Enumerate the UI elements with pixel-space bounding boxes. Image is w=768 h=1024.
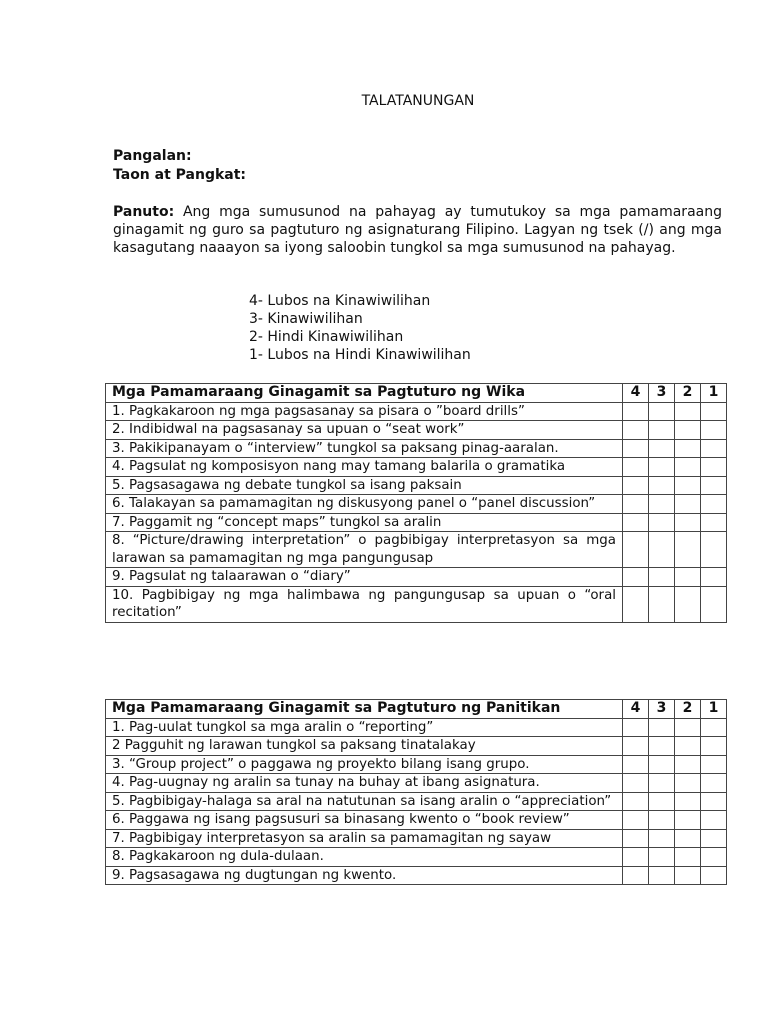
rating-cell-1[interactable] — [701, 568, 727, 587]
rating-cell-4[interactable] — [623, 476, 649, 495]
statement-cell: 8. Pagkakaroon ng dula-dulaan. — [106, 848, 623, 867]
rating-cell-2[interactable] — [675, 532, 701, 568]
rating-cell-2[interactable] — [675, 792, 701, 811]
table-row — [106, 811, 727, 830]
rating-cell-3[interactable] — [649, 848, 675, 867]
rating-cell-2[interactable] — [675, 513, 701, 532]
rating-cell-2[interactable] — [675, 421, 701, 440]
rating-cell-3[interactable] — [649, 737, 675, 756]
scale-item-3: 3- Kinawiwilihan — [249, 311, 363, 327]
table-row — [106, 495, 727, 514]
statement-cell: 6. Paggawa ng isang pagsusuri sa binasang kwento o “book review” — [106, 811, 623, 830]
table-header-title: Mga Pamamaraang Ginagamit sa Pagtuturo ng Panitikan — [106, 700, 623, 719]
table-row — [106, 421, 727, 440]
table-row — [106, 402, 727, 421]
year-section-field-label: Taon at Pangkat: — [113, 167, 247, 183]
statement-cell: 3. “Group project” o paggawa ng proyekto bilang isang grupo. — [106, 755, 623, 774]
rating-cell-3[interactable] — [649, 774, 675, 793]
table-row — [106, 774, 727, 793]
rating-cell-2[interactable] — [675, 811, 701, 830]
statement-cell: 1. Pagkakaroon ng mga pagsasanay sa pisara o ”board drills” — [106, 402, 623, 421]
rating-cell-3[interactable] — [649, 513, 675, 532]
rating-cell-4[interactable] — [623, 829, 649, 848]
rating-cell-4[interactable] — [623, 532, 649, 568]
table-row — [106, 458, 727, 477]
rating-cell-4[interactable] — [623, 421, 649, 440]
rating-cell-1[interactable] — [701, 421, 727, 440]
rating-cell-1[interactable] — [701, 513, 727, 532]
scale-item-2: 2- Hindi Kinawiwilihan — [249, 329, 404, 345]
rating-cell-1[interactable] — [701, 755, 727, 774]
rating-cell-3[interactable] — [649, 439, 675, 458]
rating-header-1: 1 — [701, 700, 727, 719]
rating-cell-1[interactable] — [701, 811, 727, 830]
rating-cell-4[interactable] — [623, 755, 649, 774]
statement-cell: 6. Talakayan sa pamamagitan ng diskusyong panel o “panel discussion” — [106, 495, 623, 514]
rating-cell-3[interactable] — [649, 532, 675, 568]
rating-scale-legend — [249, 292, 471, 364]
rating-cell-3[interactable] — [649, 718, 675, 737]
rating-cell-4[interactable] — [623, 586, 649, 622]
rating-cell-4[interactable] — [623, 495, 649, 514]
rating-cell-2[interactable] — [675, 718, 701, 737]
rating-cell-1[interactable] — [701, 866, 727, 885]
table-header-row — [106, 384, 727, 403]
rating-cell-4[interactable] — [623, 792, 649, 811]
statement-cell: 5. Pagsasagawa ng debate tungkol sa isang paksain — [106, 476, 623, 495]
rating-cell-4[interactable] — [623, 774, 649, 793]
literature-teaching-methods-table — [105, 699, 727, 885]
rating-header-2: 2 — [675, 384, 701, 403]
instructions — [113, 203, 722, 257]
rating-cell-1[interactable] — [701, 792, 727, 811]
rating-cell-3[interactable] — [649, 458, 675, 477]
statement-cell: 9. Pagsasagawa ng dugtungan ng kwento. — [106, 866, 623, 885]
statement-cell: 8. “Picture/drawing interpretation” o pagbibigay interpretasyon sa mga larawan sa pamamagitan ng mga pangungusap — [106, 532, 623, 568]
statement-cell: 2. Indibidwal na pagsasanay sa upuan o “seat work” — [106, 421, 623, 440]
rating-cell-1[interactable] — [701, 737, 727, 756]
statement-cell: 2 Pagguhit ng larawan tungkol sa paksang tinatalakay — [106, 737, 623, 756]
table-row — [106, 439, 727, 458]
rating-cell-4[interactable] — [623, 458, 649, 477]
statement-cell: 10. Pagbibigay ng mga halimbawa ng pangungusap sa upuan o “oral recitation” — [106, 586, 623, 622]
rating-cell-4[interactable] — [623, 737, 649, 756]
table-row — [106, 755, 727, 774]
statement-cell: 4. Pag-uugnay ng aralin sa tunay na buhay at ibang asignatura. — [106, 774, 623, 793]
statement-cell: 7. Pagbibigay interpretasyon sa aralin sa pamamagitan ng sayaw — [106, 829, 623, 848]
rating-cell-2[interactable] — [675, 774, 701, 793]
rating-cell-4[interactable] — [623, 439, 649, 458]
statement-cell: 1. Pag-uulat tungkol sa mga aralin o “reporting” — [106, 718, 623, 737]
rating-cell-1[interactable] — [701, 458, 727, 477]
rating-cell-1[interactable] — [701, 402, 727, 421]
instructions-lead: Panuto: — [113, 204, 175, 220]
table-row — [106, 586, 727, 622]
statement-cell: 4. Pagsulat ng komposisyon nang may tamang balarila o gramatika — [106, 458, 623, 477]
rating-cell-4[interactable] — [623, 402, 649, 421]
rating-cell-2[interactable] — [675, 439, 701, 458]
rating-cell-1[interactable] — [701, 718, 727, 737]
table-row — [106, 848, 727, 867]
rating-cell-1[interactable] — [701, 476, 727, 495]
rating-cell-2[interactable] — [675, 568, 701, 587]
rating-header-3: 3 — [649, 700, 675, 719]
rating-cell-2[interactable] — [675, 495, 701, 514]
rating-cell-3[interactable] — [649, 421, 675, 440]
rating-cell-2[interactable] — [675, 755, 701, 774]
rating-header-3: 3 — [649, 384, 675, 403]
rating-cell-3[interactable] — [649, 495, 675, 514]
statement-cell: 9. Pagsulat ng talaarawan o “diary” — [106, 568, 623, 587]
statement-cell: 3. Pakikipanayam o “interview” tungkol sa paksang pinag-aaralan. — [106, 439, 623, 458]
scale-item-1: 1- Lubos na Hindi Kinawiwilihan — [249, 347, 471, 363]
rating-cell-1[interactable] — [701, 495, 727, 514]
rating-cell-3[interactable] — [649, 866, 675, 885]
statement-cell: 5. Pagbibigay-halaga sa aral na natutunan sa isang aralin o “appreciation” — [106, 792, 623, 811]
rating-cell-4[interactable] — [623, 811, 649, 830]
name-field-label: Pangalan: — [113, 148, 192, 164]
rating-cell-2[interactable] — [675, 458, 701, 477]
rating-cell-3[interactable] — [649, 476, 675, 495]
table-header-title: Mga Pamamaraang Ginagamit sa Pagtuturo ng Wika — [106, 384, 623, 403]
rating-cell-4[interactable] — [623, 718, 649, 737]
table-row — [106, 476, 727, 495]
rating-cell-2[interactable] — [675, 848, 701, 867]
rating-cell-3[interactable] — [649, 792, 675, 811]
rating-header-4: 4 — [623, 384, 649, 403]
table-row — [106, 513, 727, 532]
rating-cell-2[interactable] — [675, 402, 701, 421]
table-row — [106, 737, 727, 756]
rating-cell-1[interactable] — [701, 439, 727, 458]
rating-cell-4[interactable] — [623, 866, 649, 885]
document-title: TALATANUNGAN — [361, 93, 475, 109]
rating-cell-3[interactable] — [649, 755, 675, 774]
scale-item-4: 4- Lubos na Kinawiwilihan — [249, 293, 431, 309]
rating-cell-2[interactable] — [675, 737, 701, 756]
rating-cell-2[interactable] — [675, 829, 701, 848]
rating-cell-2[interactable] — [675, 476, 701, 495]
language-teaching-methods-table — [105, 383, 727, 623]
rating-header-4: 4 — [623, 700, 649, 719]
rating-cell-1[interactable] — [701, 532, 727, 568]
rating-cell-3[interactable] — [649, 829, 675, 848]
instructions-text: Ang mga sumusunod na pahayag ay tumutukoy sa mga pamamaraang ginagamit ng guro sa pagtuturo ng asignaturang Filipino. Lagyan ng tsek (/) ang mga kasagutang naaayon sa iyong saloobin tungkol sa mga sumusunod na pahayag. — [113, 204, 722, 256]
rating-header-1: 1 — [701, 384, 727, 403]
rating-cell-2[interactable] — [675, 586, 701, 622]
rating-cell-4[interactable] — [623, 568, 649, 587]
table-header-row — [106, 700, 727, 719]
table-row — [106, 829, 727, 848]
rating-header-2: 2 — [675, 700, 701, 719]
rating-cell-3[interactable] — [649, 586, 675, 622]
table-row — [106, 718, 727, 737]
table-row — [106, 568, 727, 587]
rating-cell-4[interactable] — [623, 513, 649, 532]
table-row — [106, 792, 727, 811]
rating-cell-3[interactable] — [649, 402, 675, 421]
table-row — [106, 532, 727, 568]
rating-cell-2[interactable] — [675, 866, 701, 885]
rating-cell-3[interactable] — [649, 811, 675, 830]
rating-cell-1[interactable] — [701, 848, 727, 867]
table-row — [106, 866, 727, 885]
rating-cell-1[interactable] — [701, 774, 727, 793]
rating-cell-1[interactable] — [701, 829, 727, 848]
rating-cell-1[interactable] — [701, 586, 727, 622]
rating-cell-3[interactable] — [649, 568, 675, 587]
rating-cell-4[interactable] — [623, 848, 649, 867]
statement-cell: 7. Paggamit ng “concept maps” tungkol sa aralin — [106, 513, 623, 532]
